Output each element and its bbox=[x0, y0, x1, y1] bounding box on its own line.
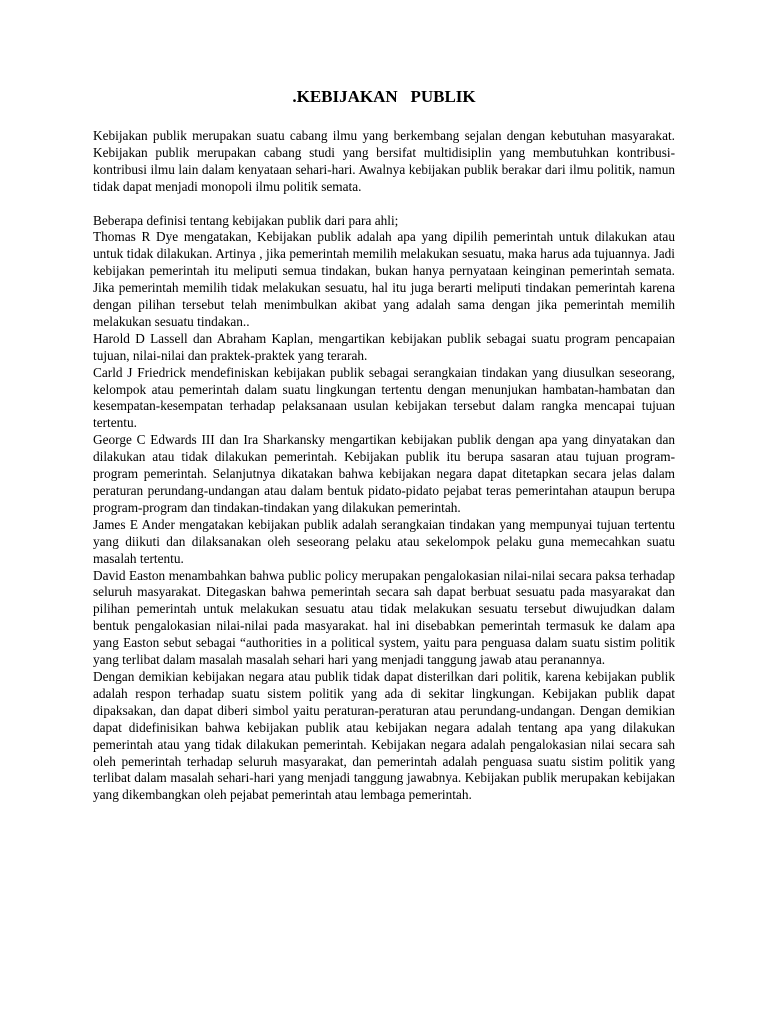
paragraph-definitions-lead: Beberapa definisi tentang kebijakan publik dari para ahli; bbox=[93, 212, 399, 228]
document-title: .KEBIJAKAN PUBLIK bbox=[292, 87, 476, 106]
paragraph-easton: David Easton menambahkan bahwa public policy merupakan pengalokasian nilai-nilai secara paksa terhadap seluruh masyarakat. Ditegaskan bahwa pemerintah secara sah dapat berbuat sesuatu pada masyarakat dan pilihan pemerintah untuk melakukan sesuatu atau tidak melakukan sesuatu tersebut diwujudkan dalam bentuk pengalokasian nilai-nilai pada masyarakat. hal ini disebabkan pemerintah termasuk ke dalam apa yang Easton sebut sebagai “authorities in a political system, yaitu para penguasa dalam suatu sistim politik yang terlibat dalam masalah masalah sehari hari yang menjadi tanggung jawab atau peranannya. bbox=[93, 567, 675, 668]
paragraph-intro: Kebijakan publik merupakan suatu cabang ilmu yang berkembang sejalan dengan kebutuhan masyarakat. Kebijakan publik merupakan cabang studi yang bersifat multidisiplin yang membutuhkan kontribusi-kontribusi ilmu lain dalam kenyataan sehari-hari. Awalnya kebijakan publik berakar dari ilmu politik, namun tidak dapat menjadi monopoli ilmu politik semata. bbox=[93, 128, 675, 194]
paragraph-friedrick: Carld J Friedrick mendefiniskan kebijakan publik sebagai serangkaian tindakan yang diusulkan seseorang, kelompok atau pemerintah dalam suatu lingkungan tertentu dengan menunjukan hambatan-hambatan dan kesempatan-kesempatan terhadap pelaksanaan usulan kebijakan tersebut dalam rangka mencapai tujuan tertentu. bbox=[93, 364, 675, 431]
paragraph-ander: James E Ander mengatakan kebijakan publik adalah serangkaian tindakan yang mempunyai tujuan tertentu yang diikuti dan dilaksanakan oleh seseorang pelaku atau sekelompok pelaku guna memecahkan suatu masalah tertentu. bbox=[93, 516, 675, 566]
paragraph-edwards-sharkansky: George C Edwards III dan Ira Sharkansky mengartikan kebijakan publik dengan apa yang dinyatakan dan dilakukan atau tidak dilakukan pemerintah. Kebijakan publik itu berupa sasaran atau tujuan program-program pemerintah. Selanjutnya dikatakan bahwa kebijakan negara dapat ditetapkan secara jelas dalam peraturan perundang-undangan atau dalam bentuk pidato-pidato pejabat teras pemerintahan ataupun berupa program-program dan tindakan-tindakan yang dilakukan pemerintah. bbox=[93, 432, 675, 515]
paragraph-lassell-kaplan: Harold D Lassell dan Abraham Kaplan, mengartikan kebijakan publik sebagai suatu program pencapaian tujuan, nilai-nilai dan praktek-praktek yang terarah. bbox=[93, 330, 675, 363]
document-page bbox=[93, 86, 675, 804]
paragraph-conclusion: Dengan demikian kebijakan negara atau publik tidak dapat disterilkan dari politik, karena kebijakan publik adalah respon terhadap suatu sistem politik yang ada di sekitar lingkungan. Kebijakan publik dapat dipaksakan, dan dapat diberi simbol yaitu peraturan-peraturan atau perundang-undangan. Dengan demikian dapat didefinisikan bahwa kebijakan publik atau kebijakan negara adalah tentang apa yang dilakukan pemerintah atau yang tidak dilakukan pemerintah. Kebijakan negara adalah pengalokasian nilai secara sah oleh pemerintah terhadap seluruh masyarakat, dan pemerintah adalah penguasa suatu sistim politik yang terlibat dalam masalah sehari-hari yang menjadi tanggung jawabnya. Kebijakan publik merupakan kebijakan yang dikembangkan oleh pejabat pemerintah atau lembaga pemerintah. bbox=[93, 668, 675, 803]
paragraph-thomas-dye: Thomas R Dye mengatakan, Kebijakan publik adalah apa yang dipilih pemerintah untuk dilakukan atau untuk tidak dilakukan. Artinya , jika pemerintah memilih melakukan sesuatu, maka harus ada tujuannya. Jadi kebijakan pemerintah itu meliputi semua tindakan, bukan hanya pernyataan keinginan pemerintah semata. Jika pemerintah memilih tidak melakukan sesuatu, hal itu juga berarti meliputi tindakan pemerintah karena dengan pilihan tersebut telah menimbulkan akibat yang adalah sama dengan jika pemerintah memilih melakukan sesuatu tindakan.. bbox=[93, 229, 675, 329]
